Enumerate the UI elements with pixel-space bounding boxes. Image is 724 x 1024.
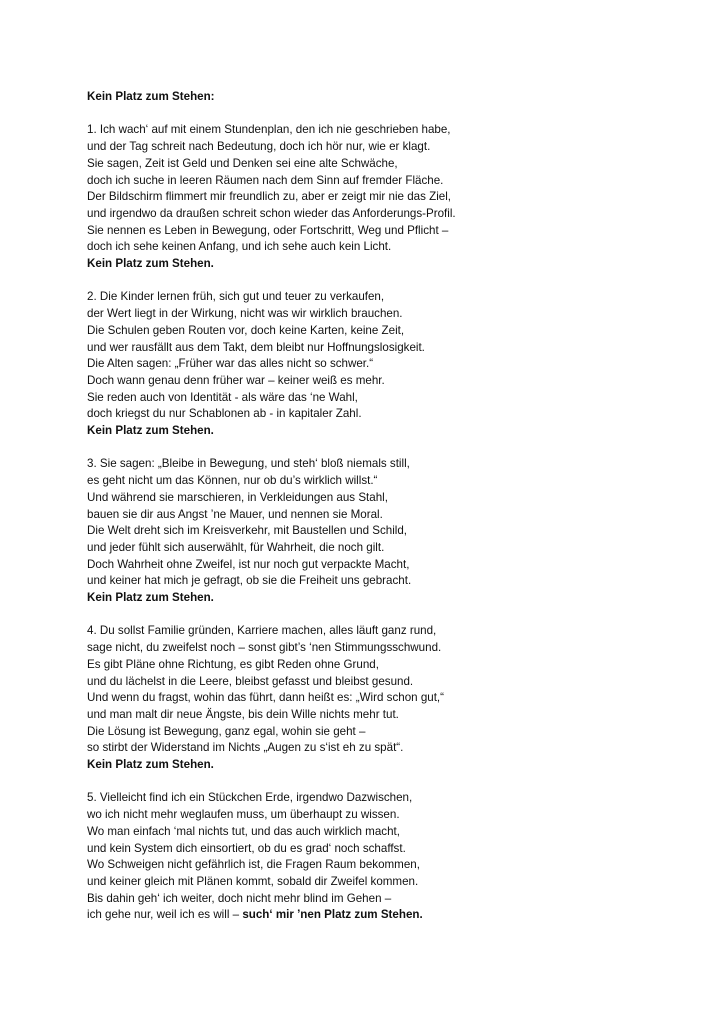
poem-title: Kein Platz zum Stehen: (87, 90, 215, 103)
stanza-line: Doch wann genau denn früher war – keiner weiß es mehr. (87, 373, 385, 387)
stanza-line: sage nicht, du zweifelst noch – sonst gibt’s ‘nen Stimmungsschwund. (87, 641, 442, 655)
stanza-line: es geht nicht um das Können, nur ob du’s wirklich willst.“ (87, 474, 378, 488)
stanza-line: und jeder fühlt sich auserwählt, für Wahrheit, die noch gilt. (87, 540, 385, 554)
stanza-line: Wo Schweigen nicht gefährlich ist, die Fragen Raum bekommen, (87, 858, 420, 872)
stanza-line: doch kriegst du nur Schablonen ab - in kapitaler Zahl. (87, 407, 362, 421)
stanza-line: Die Lösung ist Bewegung, ganz egal, wohin sie geht – (87, 724, 366, 738)
stanza-line: und keiner hat mich je gefragt, ob sie die Freiheit uns gebracht. (87, 574, 412, 588)
poem (87, 89, 687, 924)
stanza-line: Sie reden auch von Identität - als wäre das ‘ne Wahl, (87, 390, 358, 404)
stanza-line: 5. Vielleicht find ich ein Stückchen Erde, irgendwo Dazwischen, (87, 791, 413, 805)
refrain: Kein Platz zum Stehen. (87, 758, 214, 772)
refrain: Kein Platz zum Stehen. (87, 257, 214, 271)
stanza-1 (87, 122, 687, 272)
stanza-4 (87, 623, 687, 773)
stanza-line: und der Tag schreit nach Bedeutung, doch ich hör nur, wie er klagt. (87, 140, 431, 154)
stanza-line: und irgendwo da draußen schreit schon wieder das Anforderungs-Profil. (87, 206, 456, 220)
stanza-line: 1. Ich wach‘ auf mit einem Stundenplan, den ich nie geschrieben habe, (87, 123, 451, 137)
stanza-line: 3. Sie sagen: „Bleibe in Bewegung, und steh‘ bloß niemals still, (87, 457, 410, 471)
stanza-line: und man malt dir neue Ängste, bis dein Wille nichts mehr tut. (87, 707, 399, 721)
stanza-line: Sie nennen es Leben in Bewegung, oder Fortschritt, Weg und Pflicht – (87, 223, 449, 237)
stanza-line: der Wert liegt in der Wirkung, nicht was wir wirklich brauchen. (87, 307, 403, 321)
stanza-line: Und während sie marschieren, in Verkleidungen aus Stahl, (87, 490, 388, 504)
refrain: Kein Platz zum Stehen. (87, 591, 214, 605)
stanza-line: doch ich sehe keinen Anfang, und ich sehe auch kein Licht. (87, 240, 392, 254)
stanza-line: und du lächelst in die Leere, bleibst gefasst und bleibst gesund. (87, 674, 414, 688)
final-line-bold-text: such‘ mir ’nen Platz zum Stehen. (242, 908, 423, 922)
stanza-line: Es gibt Pläne ohne Richtung, es gibt Reden ohne Grund, (87, 657, 379, 671)
stanza-line: doch ich suche in leeren Räumen nach dem Sinn auf fremder Fläche. (87, 173, 444, 187)
stanza-3 (87, 456, 687, 606)
final-line (87, 907, 687, 924)
stanza-2 (87, 289, 687, 439)
stanza-line: wo ich nicht mehr weglaufen muss, um überhaupt zu wissen. (87, 808, 400, 822)
stanza-line: Der Bildschirm flimmert mir freundlich zu, aber er zeigt mir nie das Ziel, (87, 190, 452, 204)
stanza-line: Doch Wahrheit ohne Zweifel, ist nur noch gut verpackte Macht, (87, 557, 410, 571)
stanza-line: Die Schulen geben Routen vor, doch keine Karten, keine Zeit, (87, 323, 405, 337)
stanza-line: Wo man einfach ‘mal nichts tut, und das auch wirklich macht, (87, 824, 400, 838)
stanza-line: und keiner gleich mit Plänen kommt, sobald dir Zweifel kommen. (87, 874, 419, 888)
stanza-line: Sie sagen, Zeit ist Geld und Denken sei eine alte Schwäche, (87, 156, 398, 170)
stanza-line: Die Welt dreht sich im Kreisverkehr, mit Baustellen und Schild, (87, 524, 408, 538)
stanza-5 (87, 790, 687, 924)
stanza-line: so stirbt der Widerstand im Nichts „Augen zu s‘ist eh zu spät“. (87, 741, 404, 755)
stanza-line: Bis dahin geh‘ ich weiter, doch nicht mehr blind im Gehen – (87, 891, 392, 905)
stanza-line: und wer rausfällt aus dem Takt, dem bleibt nur Hoffnungslosigkeit. (87, 340, 425, 354)
refrain: Kein Platz zum Stehen. (87, 424, 214, 438)
stanza-line: 2. Die Kinder lernen früh, sich gut und teuer zu verkaufen, (87, 290, 385, 304)
stanza-line: und kein System dich einsortiert, ob du es grad‘ noch schaffst. (87, 841, 406, 855)
stanza-line: 4. Du sollst Familie gründen, Karriere machen, alles läuft ganz rund, (87, 624, 437, 638)
stanza-line: Die Alten sagen: „Früher war das alles nicht so schwer.“ (87, 357, 374, 371)
stanza-line: Und wenn du fragst, wohin das führt, dann heißt es: „Wird schon gut,“ (87, 691, 445, 705)
final-line-text: ich gehe nur, weil ich es will – (87, 908, 243, 922)
stanza-line: bauen sie dir aus Angst ’ne Mauer, und nennen sie Moral. (87, 507, 383, 521)
